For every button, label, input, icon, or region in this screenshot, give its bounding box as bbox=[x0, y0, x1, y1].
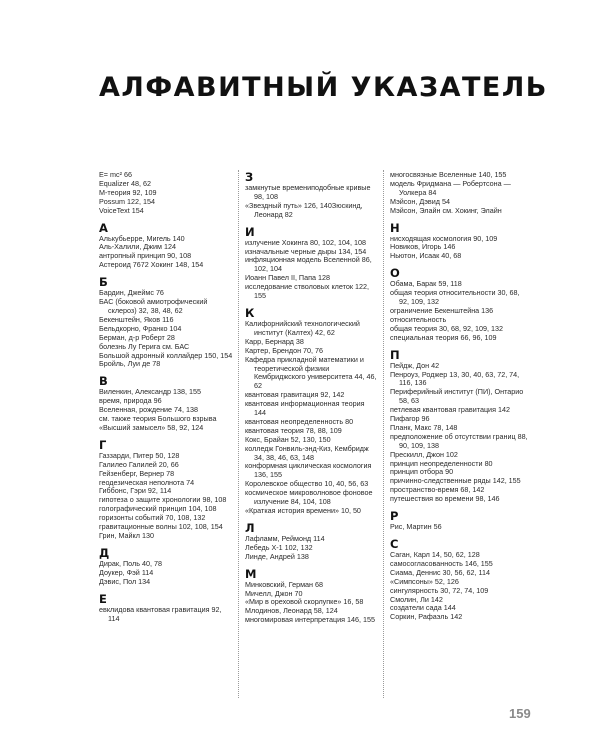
index-entry: Мичелл, Джон 70 bbox=[245, 588, 303, 598]
index-section bbox=[99, 222, 233, 271]
index-section bbox=[390, 538, 528, 622]
index-entry: причинно-следственные ряды 142, 155 bbox=[390, 476, 521, 486]
index-entry: голографический принцип 104, 108 bbox=[99, 504, 217, 514]
index-entry: «Краткая история времени» 10, 50 bbox=[245, 506, 361, 515]
index-entry: колледж Гонвиль-энд-Киз, Кембридж 34, 38, 46, 63, 148 bbox=[245, 443, 369, 462]
index-entry: евклидова квантовая гравитация 92, 114 bbox=[99, 604, 222, 623]
page-number: 159 bbox=[509, 706, 531, 721]
index-section bbox=[99, 276, 233, 369]
index-entry: Equalizer 48, 62 bbox=[99, 178, 151, 188]
index-entry: Пенроуз, Роджер 13, 30, 40, 63, 72, 74, 116, 136 bbox=[390, 369, 520, 388]
index-entry: Ньютон, Исаак 40, 68 bbox=[390, 251, 462, 261]
index-section bbox=[245, 522, 378, 562]
index-entry: пространство-время 68, 142 bbox=[390, 485, 485, 495]
index-entry: БАС (боковой амиотрофический склероз) 32, 38, 48, 62 bbox=[99, 297, 208, 315]
index-entry: путешествия во времени 98, 146 bbox=[390, 494, 500, 504]
index-section bbox=[245, 307, 378, 516]
index-entry: Possum 122, 154 bbox=[99, 196, 155, 206]
index-entry: Кафедра прикладной математики и теоретической физики Кембриджского университета 44, 46, 62 bbox=[245, 354, 377, 391]
index-entry: Бекенштейн, Яков 116 bbox=[99, 314, 174, 324]
index-entry: замкнутые времениподобные кривые 98, 108 bbox=[245, 183, 371, 201]
index-entry: инфляционная модель Вселенной 86, 102, 104 bbox=[245, 255, 372, 274]
index-entry: общая теория 30, 68, 92, 109, 132 bbox=[390, 323, 503, 333]
index-entry: VoiceText 154 bbox=[99, 205, 144, 215]
index-entry: Картер, Брендон 70, 76 bbox=[245, 345, 324, 355]
index-entry: Бардин, Джеймс 76 bbox=[99, 288, 164, 298]
index-section bbox=[99, 593, 233, 624]
index-section bbox=[99, 547, 233, 587]
index-entry: исследование стволовых клеток 122, 155 bbox=[245, 282, 369, 301]
index-entry: космическое микроволновое фоновое излучение 84, 104, 108 bbox=[245, 488, 373, 507]
index-entry: Новиков, Игорь 146 bbox=[390, 242, 456, 252]
section-letter: Г bbox=[99, 437, 107, 452]
index-entry: Виленкин, Александр 138, 155 bbox=[99, 387, 202, 397]
index-entry: квантовая неопределенность 80 bbox=[245, 416, 354, 426]
index-column-2 bbox=[245, 171, 378, 631]
index-entry: Грин, Майкл 130 bbox=[99, 531, 154, 540]
index-column-1 bbox=[99, 171, 233, 629]
index-entry: многомировая интерпретация 146, 155 bbox=[245, 615, 375, 625]
index-entry: болезнь Лу Герига см. БАС bbox=[99, 341, 190, 351]
index-entry: Обама, Барак 59, 118 bbox=[390, 279, 462, 289]
section-letter: В bbox=[99, 374, 108, 389]
index-entry: Аль-Халили, Джим 124 bbox=[99, 242, 176, 252]
index-entry: Рис, Мартин 56 bbox=[390, 522, 442, 532]
index-entry: относительность bbox=[390, 314, 447, 324]
index-entry: принцип отбора 90 bbox=[390, 467, 454, 477]
index-entry: Бельдкорно, Франко 104 bbox=[99, 323, 182, 333]
index-entry: Млодинов, Леонард 58, 124 bbox=[245, 606, 338, 616]
index-entry: Алькубьерре, Мигель 140 bbox=[99, 233, 185, 243]
index-entry: петлевая квантовая гравитация 142 bbox=[390, 405, 510, 415]
section-letter: К bbox=[245, 305, 255, 320]
index-entry: «Симпсоны» 52, 126 bbox=[390, 576, 459, 586]
index-entry: Дэвис, Пол 134 bbox=[99, 576, 151, 586]
index-entry: самосогласованность 146, 155 bbox=[390, 558, 493, 568]
section-letter: Б bbox=[99, 275, 108, 290]
index-entry: гипотеза о защите хронологии 98, 108 bbox=[99, 495, 227, 505]
index-entry: Галилео Галилей 20, 66 bbox=[99, 459, 179, 469]
index-entry: Лафламм, Реймонд 114 bbox=[245, 533, 325, 543]
section-letter: С bbox=[390, 537, 399, 551]
index-entry: Гейзенберг, Вернер 78 bbox=[99, 468, 175, 478]
index-entry: Планк, Макс 78, 148 bbox=[390, 422, 458, 432]
index-section bbox=[245, 568, 378, 626]
index-entry: специальная теория 66, 96, 109 bbox=[390, 332, 497, 342]
index-entry: «Мир в ореховой скорлупке» 16, 58 bbox=[245, 597, 364, 607]
index-entry: общая теория относительности 30, 68, 92, 109, 132 bbox=[390, 288, 520, 307]
index-entry: Минковский, Герман 68 bbox=[245, 579, 323, 589]
column-divider bbox=[238, 170, 239, 698]
index-entry: Газзарди, Питер 50, 128 bbox=[99, 450, 180, 460]
index-entry: M-теория 92, 109 bbox=[99, 187, 157, 197]
index-entry: «Звездный путь» 126, 140Зюскинд, Леонард 82 bbox=[245, 200, 363, 219]
index-entry: квантовая информационная теория 144 bbox=[245, 399, 365, 418]
index-entry: создатели сада 144 bbox=[390, 603, 456, 613]
index-entry: горизонты событий 70, 108, 132 bbox=[99, 513, 206, 523]
index-entry: Пифагор 96 bbox=[390, 414, 430, 424]
section-letter: П bbox=[390, 347, 400, 362]
index-section bbox=[99, 439, 233, 541]
index-section bbox=[99, 171, 233, 216]
section-letter: Л bbox=[245, 520, 255, 535]
section-letter: З bbox=[245, 170, 254, 184]
index-section bbox=[390, 267, 528, 342]
index-entry: Гиббонс, Гэри 92, 114 bbox=[99, 486, 172, 496]
index-entry: Доукер, Фэй 114 bbox=[99, 567, 154, 577]
index-entry: геодезическая неполнота 74 bbox=[99, 477, 195, 487]
index-entry: Бройль, Луи де 78 bbox=[99, 359, 161, 369]
index-entry: Дирак, Поль 40, 78 bbox=[99, 558, 162, 568]
index-entry: ограничение Бекенштейна 136 bbox=[390, 305, 494, 315]
index-entry: Вселенная, рождение 74, 138 bbox=[99, 405, 199, 415]
index-entry: «Высший замысел» 58, 92, 124 bbox=[99, 422, 204, 432]
section-letter: Н bbox=[390, 220, 400, 235]
index-section bbox=[390, 171, 528, 216]
index-entry: нисходящая космология 90, 109 bbox=[390, 233, 498, 243]
index-entry: гравитационные волны 102, 108, 154 bbox=[99, 522, 223, 532]
index-entry: квантовая гравитация 92, 142 bbox=[245, 390, 345, 400]
index-section bbox=[245, 226, 378, 301]
index-entry: E= mc² 66 bbox=[99, 170, 132, 179]
index-entry: квантовая теория 78, 88, 109 bbox=[245, 425, 342, 435]
index-section bbox=[390, 349, 528, 505]
index-entry: см. также теория Большого взрыва bbox=[99, 414, 217, 424]
index-section bbox=[390, 222, 528, 262]
index-entry: предположение об отсутствии границ 88, 90, 109, 138 bbox=[390, 431, 528, 450]
column-divider bbox=[383, 170, 384, 698]
index-entry: Лебедь X-1 102, 132 bbox=[245, 542, 313, 552]
index-entry: Пейдж, Дон 42 bbox=[390, 360, 440, 370]
section-letter: О bbox=[390, 266, 400, 281]
index-entry: принцип неопределенности 80 bbox=[390, 458, 493, 468]
index-entry: Большой адронный коллайдер 150, 154 bbox=[99, 350, 233, 360]
section-letter: А bbox=[99, 220, 108, 235]
index-entry: изначальные черные дыры 134, 154 bbox=[245, 246, 367, 256]
index-entry: многосвязные Вселенные 140, 155 bbox=[390, 170, 507, 179]
index-entry: излучение Хокинга 80, 102, 104, 108 bbox=[245, 237, 366, 247]
index-entry: Прескилл, Джон 102 bbox=[390, 449, 458, 459]
index-entry: конформная циклическая космология 136, 155 bbox=[245, 461, 372, 480]
index-entry: время, природа 96 bbox=[99, 396, 162, 406]
index-section bbox=[99, 375, 233, 433]
section-letter: Д bbox=[99, 545, 110, 560]
index-entry: Мэйсон, Дэвид 54 bbox=[390, 196, 450, 206]
section-letter: Е bbox=[99, 591, 107, 606]
section-letter: И bbox=[245, 224, 255, 239]
index-entry: Карр, Бернард 38 bbox=[245, 336, 304, 346]
index-entry: Астероид 7672 Хокинг 148, 154 bbox=[99, 260, 204, 270]
index-entry: Кокс, Брайан 52, 130, 150 bbox=[245, 434, 331, 444]
index-entry: Периферийный институт (ПИ), Онтарио 58, 63 bbox=[390, 387, 524, 406]
index-entry: Соркин, Рафаэль 142 bbox=[390, 612, 463, 622]
section-letter: Р bbox=[390, 509, 399, 524]
page-title: АЛФАВИТНЫЙ УКАЗАТЕЛЬ bbox=[99, 72, 548, 103]
index-entry: модель Фридмана — Робертсона — Уолкера 84 bbox=[390, 178, 511, 197]
index-entry: Мэйсон, Элайн см. Хокинг, Элайн bbox=[390, 205, 502, 215]
index-entry: Королевское общество 10, 40, 56, 63 bbox=[245, 479, 369, 489]
index-entry: Смолин, Ли 142 bbox=[390, 594, 443, 604]
index-entry: Берман, д-р Роберт 28 bbox=[99, 332, 175, 342]
index-column-3 bbox=[390, 171, 528, 628]
index-entry: антропный принцип 90, 108 bbox=[99, 251, 192, 261]
index-entry: Сиама, Деннис 30, 56, 62, 114 bbox=[390, 567, 490, 577]
index-entry: Линде, Андрей 138 bbox=[245, 551, 309, 561]
index-entry: Калифорнийский технологический институт (Калтех) 42, 62 bbox=[245, 318, 360, 337]
index-entry: Саган, Карл 14, 50, 62, 128 bbox=[390, 550, 480, 559]
index-entry: Иоанн Павел II, Папа 128 bbox=[245, 273, 330, 283]
section-letter: М bbox=[245, 566, 257, 581]
index-entry: сингулярность 30, 72, 74, 109 bbox=[390, 585, 489, 595]
index-section bbox=[245, 171, 378, 220]
index-section bbox=[390, 510, 528, 532]
